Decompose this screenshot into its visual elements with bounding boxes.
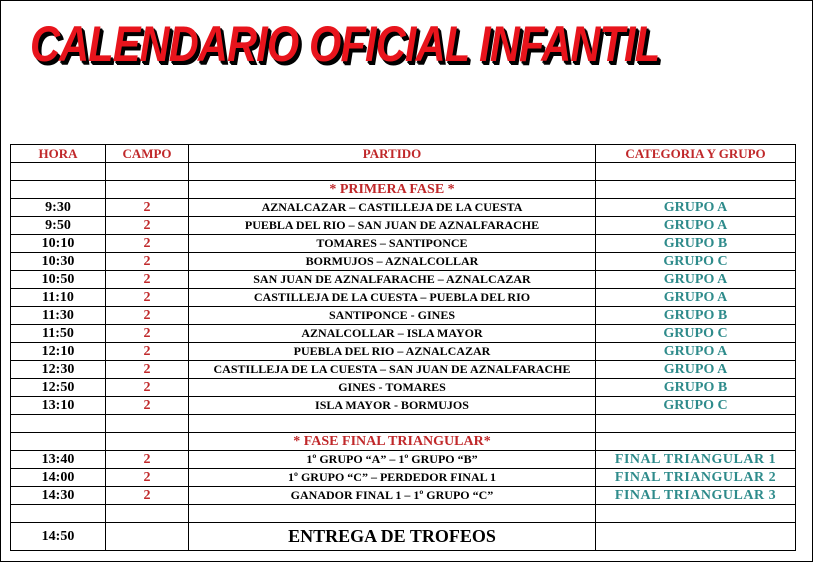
grupo-cell: GRUPO A [596,343,796,361]
partido-cell: AZNALCAZAR – CASTILLEJA DE LA CUESTA [189,199,596,217]
phase-title-primera: * PRIMERA FASE * [189,181,596,199]
hora-cell: 12:10 [11,343,106,361]
campo-cell: 2 [106,397,189,415]
grupo-cell: FINAL TRIANGULAR 1 [596,451,796,469]
partido-cell: TOMARES – SANTIPONCE [189,235,596,253]
grupo-cell: GRUPO C [596,397,796,415]
header-row [11,145,796,163]
table-row [11,253,796,271]
campo-cell: 2 [106,217,189,235]
header-categoria: CATEGORIA Y GRUPO [596,145,796,163]
campo-cell: 2 [106,199,189,217]
grupo-cell: FINAL TRIANGULAR 3 [596,487,796,505]
partido-cell: AZNALCOLLAR – ISLA MAYOR [189,325,596,343]
grupo-cell: GRUPO A [596,271,796,289]
campo-cell: 2 [106,325,189,343]
phase-row [11,181,796,199]
table-row [11,235,796,253]
table-row [11,217,796,235]
page-title: CALENDARIO OFICIAL INFANTIL [30,16,660,72]
blank-row [11,505,796,523]
partido-cell: BORMUJOS – AZNALCOLLAR [189,253,596,271]
campo-cell: 2 [106,469,189,487]
grupo-cell: FINAL TRIANGULAR 2 [596,469,796,487]
schedule-table [10,144,796,551]
table-row [11,397,796,415]
table-row [11,379,796,397]
table-row [11,487,796,505]
campo-cell: 2 [106,361,189,379]
campo-cell: 2 [106,451,189,469]
partido-cell: 1º GRUPO “A” – 1º GRUPO “B” [189,451,596,469]
hora-cell: 9:30 [11,199,106,217]
partido-cell: CASTILLEJA DE LA CUESTA – PUEBLA DEL RIO [189,289,596,307]
campo-cell: 2 [106,235,189,253]
table-row [11,451,796,469]
partido-cell: SANTIPONCE - GINES [189,307,596,325]
hora-cell: 10:30 [11,253,106,271]
grupo-cell: GRUPO A [596,199,796,217]
blank-row [11,415,796,433]
hora-cell: 13:40 [11,451,106,469]
table-row [11,307,796,325]
partido-cell: GINES - TOMARES [189,379,596,397]
grupo-cell: GRUPO B [596,307,796,325]
campo-cell: 2 [106,487,189,505]
grupo-cell: GRUPO C [596,253,796,271]
partido-cell: ISLA MAYOR - BORMUJOS [189,397,596,415]
table-row [11,361,796,379]
hora-cell: 11:50 [11,325,106,343]
header-hora: HORA [11,145,106,163]
hora-cell: 14:00 [11,469,106,487]
grupo-cell: GRUPO A [596,217,796,235]
hora-cell: 13:10 [11,397,106,415]
partido-cell: SAN JUAN DE AZNALFARACHE – AZNALCAZAR [189,271,596,289]
hora-cell: 9:50 [11,217,106,235]
partido-cell: PUEBLA DEL RIO – SAN JUAN DE AZNALFARACHE [189,217,596,235]
campo-cell: 2 [106,379,189,397]
partido-cell: PUEBLA DEL RIO – AZNALCAZAR [189,343,596,361]
hora-cell: 10:10 [11,235,106,253]
table-row [11,325,796,343]
table-row [11,469,796,487]
trophy-text: ENTREGA DE TROFEOS [189,523,596,551]
table-row [11,199,796,217]
table-row [11,343,796,361]
partido-cell: GANADOR FINAL 1 – 1º GRUPO “C” [189,487,596,505]
grupo-cell: GRUPO B [596,235,796,253]
grupo-cell: GRUPO A [596,361,796,379]
grupo-cell: GRUPO B [596,379,796,397]
campo-cell: 2 [106,271,189,289]
partido-cell: CASTILLEJA DE LA CUESTA – SAN JUAN DE AZNALFARACHE [189,361,596,379]
campo-cell: 2 [106,343,189,361]
hora-cell: 14:30 [11,487,106,505]
blank-row [11,163,796,181]
campo-cell: 2 [106,307,189,325]
hora-cell: 11:30 [11,307,106,325]
phase-title-final: * FASE FINAL TRIANGULAR* [189,433,596,451]
table-row [11,289,796,307]
hora-cell: 12:50 [11,379,106,397]
grupo-cell: GRUPO C [596,325,796,343]
campo-cell: 2 [106,253,189,271]
hora-cell: 11:10 [11,289,106,307]
table-row [11,271,796,289]
phase-row [11,433,796,451]
header-partido: PARTIDO [189,145,596,163]
header-campo: CAMPO [106,145,189,163]
grupo-cell: GRUPO A [596,289,796,307]
hora-cell: 12:30 [11,361,106,379]
hora-cell: 10:50 [11,271,106,289]
partido-cell: 1º GRUPO “C” – PERDEDOR FINAL 1 [189,469,596,487]
campo-cell: 2 [106,289,189,307]
trophy-row [11,523,796,551]
trophy-hora: 14:50 [11,523,106,551]
